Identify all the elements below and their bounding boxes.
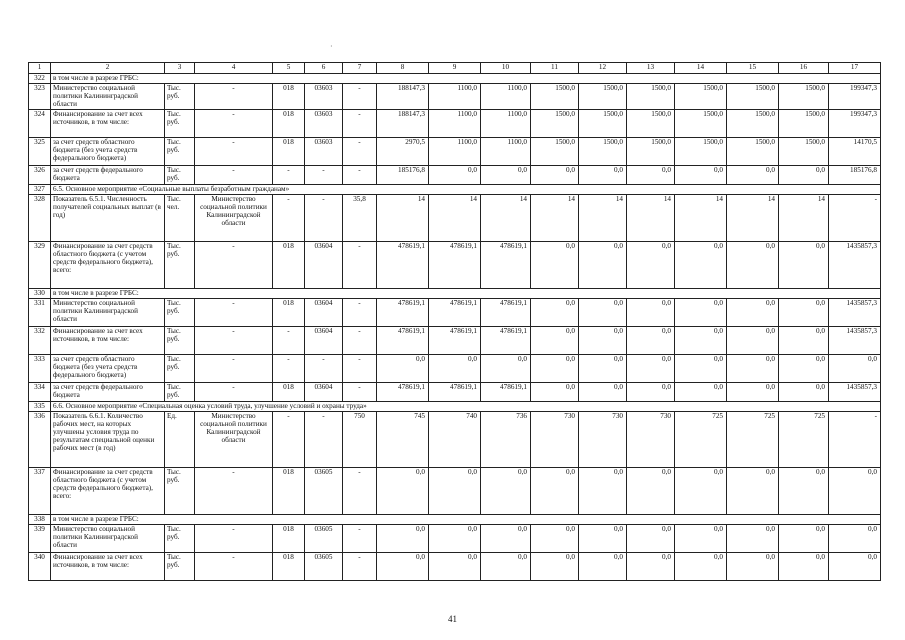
value-cell: 0,0 (727, 382, 779, 401)
unit-cell: Тыс. руб. (165, 467, 195, 514)
value-cell: 1500,0 (675, 137, 727, 165)
value-cell: 725 (675, 411, 727, 467)
page-number: 41 (448, 614, 457, 624)
value-cell: 0,0 (779, 298, 829, 326)
row-number: 326 (29, 165, 51, 184)
row-number: 322 (29, 74, 51, 84)
value-cell: 0,0 (579, 524, 627, 552)
value-cell: 0,0 (481, 165, 531, 184)
value-cell: 0,0 (779, 467, 829, 514)
row-number: 327 (29, 184, 51, 194)
value-cell: 1100,0 (481, 84, 531, 110)
code-cell: 03603 (305, 109, 343, 137)
value-cell: 14 (627, 194, 675, 241)
code-cell: 03604 (305, 241, 343, 288)
value-cell: 0,0 (377, 524, 429, 552)
table-row (29, 467, 881, 514)
value-cell: 0,0 (829, 354, 881, 382)
row-name: Показатель 6.6.1. Количество рабочих мест, на которых улучшены условия труда по результатам специальной оценки рабочих мест (в год) (51, 411, 165, 467)
executor-cell: - (195, 137, 273, 165)
value-cell: 0,0 (429, 165, 481, 184)
value-cell: 725 (779, 411, 829, 467)
row-name: за счет средств федерального бюджета (51, 382, 165, 401)
value-cell: 478619,1 (377, 298, 429, 326)
code-cell: 018 (273, 84, 305, 110)
code-cell: 018 (273, 552, 305, 580)
value-cell: 199347,3 (829, 109, 881, 137)
table-row (29, 524, 881, 552)
value-cell: 0,0 (579, 298, 627, 326)
base-value-cell: - (343, 326, 377, 354)
base-value-cell: - (343, 84, 377, 110)
value-cell: 1500,0 (727, 137, 779, 165)
value-cell: 0,0 (727, 241, 779, 288)
code-cell: - (273, 411, 305, 467)
code-cell: - (273, 354, 305, 382)
value-cell: 730 (531, 411, 579, 467)
value-cell: 1500,0 (579, 137, 627, 165)
value-cell: 0,0 (579, 165, 627, 184)
column-number-row (29, 63, 881, 74)
value-cell: 0,0 (627, 326, 675, 354)
value-cell: 0,0 (481, 467, 531, 514)
value-cell: 0,0 (627, 552, 675, 580)
section-title: в том числе в разрезе ГРБС: (51, 288, 881, 298)
code-cell: - (305, 354, 343, 382)
value-cell: 0,0 (727, 354, 779, 382)
value-cell: 740 (429, 411, 481, 467)
row-number: 332 (29, 326, 51, 354)
value-cell: 730 (579, 411, 627, 467)
code-cell: 018 (273, 109, 305, 137)
executor-cell: - (195, 298, 273, 326)
row-number: 331 (29, 298, 51, 326)
value-cell: 0,0 (727, 467, 779, 514)
value-cell: 0,0 (779, 241, 829, 288)
code-cell: 03604 (305, 326, 343, 354)
value-cell: 1500,0 (531, 109, 579, 137)
code-cell: - (273, 194, 305, 241)
row-number: 325 (29, 137, 51, 165)
value-cell: 0,0 (481, 354, 531, 382)
code-cell: 018 (273, 467, 305, 514)
executor-cell: - (195, 382, 273, 401)
value-cell: 1500,0 (579, 109, 627, 137)
executor-cell: - (195, 165, 273, 184)
value-cell: 0,0 (727, 552, 779, 580)
section-row (29, 288, 881, 298)
value-cell: 1500,0 (675, 84, 727, 110)
value-cell: 0,0 (727, 524, 779, 552)
table-row (29, 552, 881, 580)
col-header: 3 (165, 63, 195, 74)
base-value-cell: 750 (343, 411, 377, 467)
value-cell: 188147,3 (377, 109, 429, 137)
value-cell: 0,0 (779, 165, 829, 184)
value-cell: 14 (779, 194, 829, 241)
row-number: 336 (29, 411, 51, 467)
value-cell: 0,0 (627, 165, 675, 184)
value-cell: 0,0 (675, 524, 727, 552)
col-header: 11 (531, 63, 579, 74)
value-cell: 0,0 (829, 552, 881, 580)
col-header: 12 (579, 63, 627, 74)
unit-cell: Тыс. руб. (165, 298, 195, 326)
code-cell: - (305, 165, 343, 184)
value-cell: 0,0 (675, 165, 727, 184)
table-row (29, 354, 881, 382)
col-header: 7 (343, 63, 377, 74)
code-cell: 03603 (305, 137, 343, 165)
value-cell: 0,0 (627, 241, 675, 288)
value-cell: 1500,0 (779, 84, 829, 110)
code-cell: 018 (273, 137, 305, 165)
row-number: 340 (29, 552, 51, 580)
executor-cell: - (195, 552, 273, 580)
value-cell: 0,0 (579, 354, 627, 382)
base-value-cell: 35,8 (343, 194, 377, 241)
unit-cell: Тыс. руб. (165, 109, 195, 137)
row-number: 335 (29, 401, 51, 411)
value-cell: 14 (481, 194, 531, 241)
value-cell: 0,0 (779, 354, 829, 382)
code-cell: 03604 (305, 298, 343, 326)
row-name: за счет средств областного бюджета (без учета средств федерального бюджета) (51, 354, 165, 382)
base-value-cell: - (343, 552, 377, 580)
value-cell: 478619,1 (481, 241, 531, 288)
value-cell: 478619,1 (377, 326, 429, 354)
value-cell: 0,0 (429, 354, 481, 382)
code-cell: 03603 (305, 84, 343, 110)
table-row (29, 382, 881, 401)
value-cell: 730 (627, 411, 675, 467)
value-cell: 1500,0 (675, 109, 727, 137)
table-body (29, 63, 881, 581)
value-cell: 0,0 (531, 298, 579, 326)
code-cell: 018 (273, 298, 305, 326)
value-cell: 478619,1 (377, 241, 429, 288)
unit-cell: Ед. (165, 411, 195, 467)
scan-speck: · (330, 42, 333, 51)
executor-cell: - (195, 326, 273, 354)
value-cell: 1435857,3 (829, 382, 881, 401)
col-header: 13 (627, 63, 675, 74)
code-cell: - (273, 326, 305, 354)
col-header: 14 (675, 63, 727, 74)
value-cell: 0,0 (429, 467, 481, 514)
value-cell: 0,0 (377, 354, 429, 382)
value-cell: 478619,1 (429, 326, 481, 354)
table-row (29, 84, 881, 110)
value-cell: 199347,3 (829, 84, 881, 110)
col-header: 4 (195, 63, 273, 74)
row-name: Финансирование за счет средств областного бюджета (с учетом средств федерального бюджета), всего: (51, 467, 165, 514)
base-value-cell: - (343, 298, 377, 326)
base-value-cell: - (343, 241, 377, 288)
executor-cell: Министерство социальной политики Калининградской области (195, 411, 273, 467)
table-row (29, 137, 881, 165)
value-cell: 14 (531, 194, 579, 241)
value-cell: 14 (579, 194, 627, 241)
value-cell: 478619,1 (377, 382, 429, 401)
value-cell: 1435857,3 (829, 298, 881, 326)
executor-cell: - (195, 524, 273, 552)
value-cell: 736 (481, 411, 531, 467)
base-value-cell: - (343, 109, 377, 137)
table-row (29, 165, 881, 184)
table-row (29, 411, 881, 467)
col-header: 10 (481, 63, 531, 74)
executor-cell: Министерство социальной политики Калининградской области (195, 194, 273, 241)
code-cell: 03605 (305, 552, 343, 580)
value-cell: 14 (675, 194, 727, 241)
table-row (29, 194, 881, 241)
row-number: 333 (29, 354, 51, 382)
value-cell: 0,0 (675, 382, 727, 401)
value-cell: 14 (429, 194, 481, 241)
value-cell: 14 (377, 194, 429, 241)
unit-cell: Тыс. руб. (165, 354, 195, 382)
value-cell: 1435857,3 (829, 241, 881, 288)
value-cell: 0,0 (627, 467, 675, 514)
value-cell: 0,0 (531, 241, 579, 288)
row-number: 323 (29, 84, 51, 110)
value-cell: 185176,8 (377, 165, 429, 184)
table-row (29, 109, 881, 137)
value-cell: 478619,1 (429, 298, 481, 326)
col-header: 6 (305, 63, 343, 74)
code-cell: 018 (273, 382, 305, 401)
value-cell: 185176,8 (829, 165, 881, 184)
row-number: 338 (29, 514, 51, 524)
value-cell: 0,0 (627, 382, 675, 401)
value-cell: 0,0 (531, 382, 579, 401)
value-cell: 725 (727, 411, 779, 467)
code-cell: - (273, 165, 305, 184)
row-name: за счет средств федерального бюджета (51, 165, 165, 184)
value-cell: 1435857,3 (829, 326, 881, 354)
value-cell: 0,0 (675, 241, 727, 288)
section-title: в том числе в разрезе ГРБС: (51, 514, 881, 524)
value-cell: 0,0 (579, 467, 627, 514)
row-name: Министерство социальной политики Калининградской области (51, 84, 165, 110)
table-row (29, 326, 881, 354)
row-name: Министерство социальной политики Калининградской области (51, 298, 165, 326)
col-header: 1 (29, 63, 51, 74)
section-row (29, 184, 881, 194)
row-name: за счет средств областного бюджета (без учета средств федерального бюджета) (51, 137, 165, 165)
value-cell: 0,0 (579, 241, 627, 288)
value-cell: 1100,0 (429, 109, 481, 137)
col-header: 9 (429, 63, 481, 74)
value-cell: 0,0 (779, 382, 829, 401)
section-row (29, 401, 881, 411)
row-number: 337 (29, 467, 51, 514)
value-cell: 0,0 (377, 552, 429, 580)
value-cell: - (829, 194, 881, 241)
value-cell: 478619,1 (481, 326, 531, 354)
value-cell: 0,0 (675, 354, 727, 382)
base-value-cell: - (343, 165, 377, 184)
value-cell: 14170,5 (829, 137, 881, 165)
unit-cell: Тыс. руб. (165, 326, 195, 354)
value-cell: 0,0 (727, 326, 779, 354)
row-name: Министерство социальной политики Калининградской области (51, 524, 165, 552)
row-number: 334 (29, 382, 51, 401)
row-number: 339 (29, 524, 51, 552)
value-cell: 1500,0 (727, 109, 779, 137)
value-cell: 0,0 (779, 552, 829, 580)
code-cell: 018 (273, 524, 305, 552)
col-header: 15 (727, 63, 779, 74)
section-row (29, 514, 881, 524)
value-cell: 1100,0 (429, 137, 481, 165)
value-cell: 1100,0 (481, 109, 531, 137)
section-title: 6.5. Основное мероприятие «Социальные выплаты безработным гражданам» (51, 184, 881, 194)
value-cell: 188147,3 (377, 84, 429, 110)
value-cell: 0,0 (531, 326, 579, 354)
base-value-cell: - (343, 467, 377, 514)
col-header: 16 (779, 63, 829, 74)
value-cell: 0,0 (531, 467, 579, 514)
unit-cell: Тыс. руб. (165, 84, 195, 110)
row-name: Показатель 6.5.1. Численность получателей социальных выплат (в год) (51, 194, 165, 241)
unit-cell: Тыс. руб. (165, 382, 195, 401)
base-value-cell: - (343, 382, 377, 401)
value-cell: 1500,0 (627, 137, 675, 165)
code-cell: 03605 (305, 524, 343, 552)
base-value-cell: - (343, 524, 377, 552)
value-cell: 1500,0 (627, 84, 675, 110)
executor-cell: - (195, 241, 273, 288)
value-cell: 0,0 (531, 354, 579, 382)
value-cell: 0,0 (429, 524, 481, 552)
row-number: 328 (29, 194, 51, 241)
value-cell: 0,0 (675, 552, 727, 580)
value-cell: 0,0 (779, 524, 829, 552)
base-value-cell: - (343, 137, 377, 165)
program-table (28, 62, 881, 581)
row-name: Финансирование за счет всех источников, в том числе: (51, 552, 165, 580)
col-header: 8 (377, 63, 429, 74)
value-cell: 0,0 (531, 524, 579, 552)
value-cell: 745 (377, 411, 429, 467)
row-number: 324 (29, 109, 51, 137)
value-cell: 0,0 (675, 467, 727, 514)
section-title: 6.6. Основное мероприятие «Специальная оценка условий труда, улучшение условий и охраны труда» (51, 401, 881, 411)
value-cell: 1500,0 (627, 109, 675, 137)
value-cell: 0,0 (779, 326, 829, 354)
col-header: 17 (829, 63, 881, 74)
executor-cell: - (195, 109, 273, 137)
code-cell: - (305, 411, 343, 467)
code-cell: - (305, 194, 343, 241)
unit-cell: Тыс. руб. (165, 137, 195, 165)
value-cell: 0,0 (727, 165, 779, 184)
value-cell: 14 (727, 194, 779, 241)
row-number: 330 (29, 288, 51, 298)
section-row (29, 74, 881, 84)
value-cell: 0,0 (377, 467, 429, 514)
value-cell: 1500,0 (531, 84, 579, 110)
code-cell: 018 (273, 241, 305, 288)
value-cell: 478619,1 (481, 298, 531, 326)
value-cell: 1500,0 (727, 84, 779, 110)
value-cell: 0,0 (429, 552, 481, 580)
executor-cell: - (195, 467, 273, 514)
value-cell: 478619,1 (481, 382, 531, 401)
value-cell: 0,0 (829, 467, 881, 514)
value-cell: 478619,1 (429, 382, 481, 401)
unit-cell: Тыс. руб. (165, 241, 195, 288)
value-cell: 0,0 (627, 298, 675, 326)
value-cell: 0,0 (627, 354, 675, 382)
executor-cell: - (195, 354, 273, 382)
section-title: в том числе в разрезе ГРБС: (51, 74, 881, 84)
value-cell: 1100,0 (429, 84, 481, 110)
value-cell: 1500,0 (779, 137, 829, 165)
row-name: Финансирование за счет всех источников, в том числе: (51, 326, 165, 354)
value-cell: 1500,0 (531, 137, 579, 165)
value-cell: 0,0 (481, 524, 531, 552)
value-cell: - (829, 411, 881, 467)
value-cell: 1500,0 (579, 84, 627, 110)
value-cell: 0,0 (727, 298, 779, 326)
value-cell: 0,0 (531, 165, 579, 184)
value-cell: 0,0 (829, 524, 881, 552)
row-name: Финансирование за счет средств областного бюджета (с учетом средств федерального бюджета), всего: (51, 241, 165, 288)
row-number: 329 (29, 241, 51, 288)
value-cell: 0,0 (675, 298, 727, 326)
value-cell: 0,0 (481, 552, 531, 580)
unit-cell: Тыс. руб. (165, 165, 195, 184)
value-cell: 0,0 (627, 524, 675, 552)
value-cell: 0,0 (579, 382, 627, 401)
value-cell: 0,0 (531, 552, 579, 580)
table-row (29, 241, 881, 288)
value-cell: 0,0 (675, 326, 727, 354)
executor-cell: - (195, 84, 273, 110)
code-cell: 03605 (305, 467, 343, 514)
document-page (28, 62, 880, 581)
value-cell: 1500,0 (779, 109, 829, 137)
row-name: Финансирование за счет всех источников, в том числе: (51, 109, 165, 137)
unit-cell: Тыс. чел. (165, 194, 195, 241)
code-cell: 03604 (305, 382, 343, 401)
value-cell: 478619,1 (429, 241, 481, 288)
value-cell: 1100,0 (481, 137, 531, 165)
value-cell: 0,0 (579, 326, 627, 354)
base-value-cell: - (343, 354, 377, 382)
table-row (29, 298, 881, 326)
col-header: 2 (51, 63, 165, 74)
unit-cell: Тыс. руб. (165, 552, 195, 580)
unit-cell: Тыс. руб. (165, 524, 195, 552)
value-cell: 0,0 (579, 552, 627, 580)
value-cell: 2970,5 (377, 137, 429, 165)
col-header: 5 (273, 63, 305, 74)
